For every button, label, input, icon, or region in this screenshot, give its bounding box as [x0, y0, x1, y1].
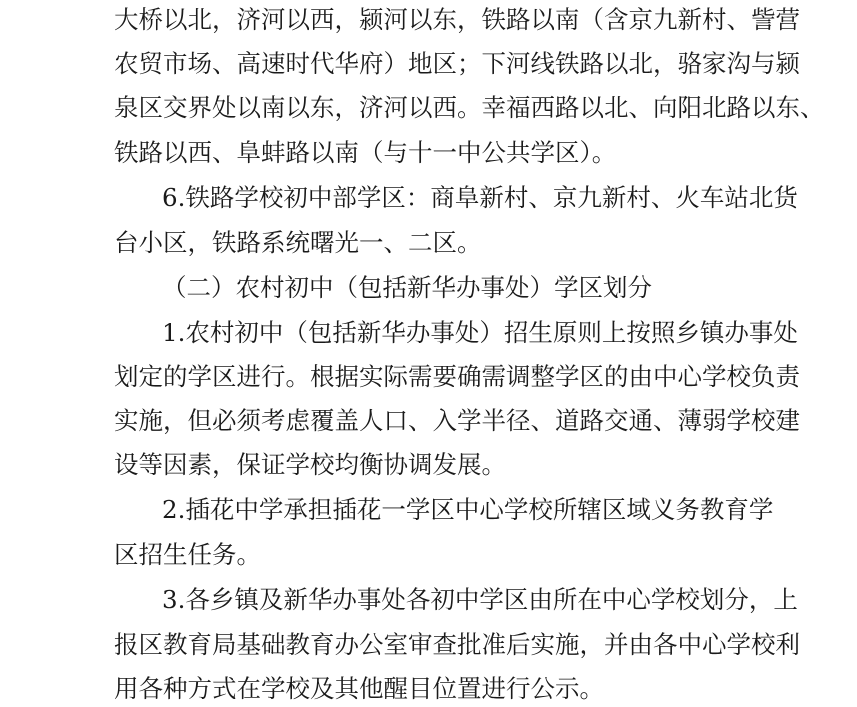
item-6-line: 台小区，铁路系统曙光一、二区。 — [114, 228, 482, 257]
paragraph-line: 铁路以西、阜蚌路以南（与十一中公共学区）。 — [114, 138, 617, 167]
paragraph-line: 泉区交界处以南以东，济河以西。幸福西路以北、向阳北路以东、 — [114, 93, 825, 122]
rural-item-1-line: 划定的学区进行。根据实际需要确需调整学区的由中心学校负责 — [114, 362, 800, 391]
rural-item-3-line: 用各种方式在学校及其他醒目位置进行公示。 — [114, 674, 604, 703]
rural-item-1-line: 实施，但必须考虑覆盖人口、入学半径、道路交通、薄弱学校建 — [114, 406, 800, 435]
rural-item-3-line: 3.各乡镇及新华办事处各初中学区由所在中心学校划分，上 — [162, 585, 798, 614]
rural-item-2-line: 2.插花中学承担插花一学区中心学校所辖区域义务教育学 — [162, 495, 774, 524]
paragraph-line: 农贸市场、高速时代华府）地区；下河线铁路以北，骆家沟与颍 — [114, 49, 800, 78]
item-6-line: 6.铁路学校初中部学区：商阜新村、京九新村、火车站北货 — [162, 183, 798, 212]
rural-item-3-line: 报区教育局基础教育办公室审查批准后实施，并由各中心学校利 — [114, 630, 800, 659]
rural-item-2-line: 区招生任务。 — [114, 540, 261, 569]
rural-item-1-line: 1.农村初中（包括新华办事处）招生原则上按照乡镇办事处 — [162, 318, 798, 347]
paragraph-line: 大桥以北，济河以西，颍河以东，铁路以南（含京九新村、訾营 — [114, 5, 800, 34]
rural-item-1-line: 设等因素，保证学校均衡协调发展。 — [114, 450, 506, 479]
section-heading: （二）农村初中（包括新华办事处）学区划分 — [162, 273, 652, 302]
